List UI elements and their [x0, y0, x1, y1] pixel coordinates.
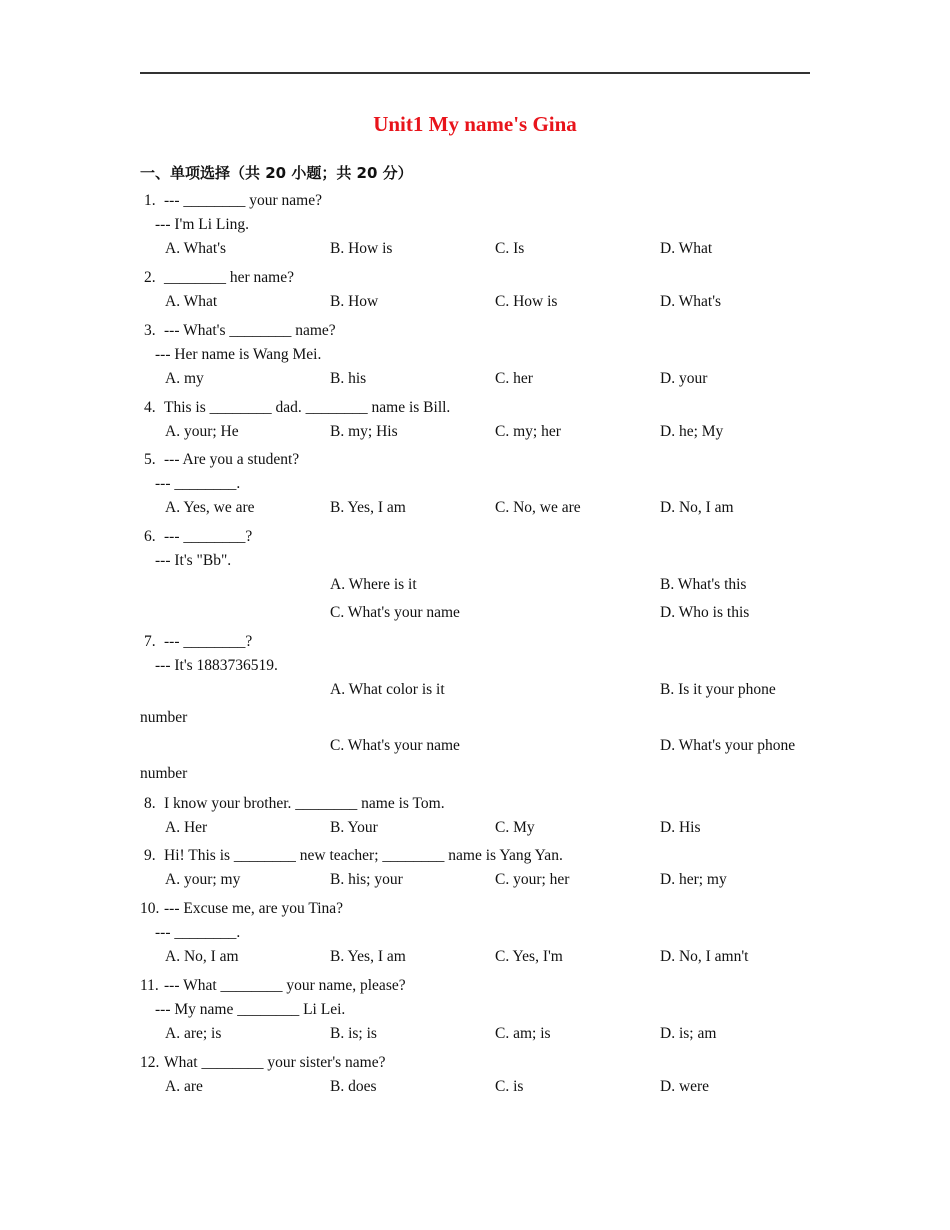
option-a[interactable]: A. Her	[165, 819, 208, 836]
option-c[interactable]: C. What's your name	[330, 604, 460, 621]
question-9	[140, 844, 820, 892]
option-b[interactable]: B. How	[330, 293, 379, 310]
question-8	[140, 792, 820, 840]
question-3	[140, 319, 820, 391]
option-b[interactable]: B. What's this	[660, 576, 747, 593]
option-b[interactable]: B. my; His	[330, 423, 398, 440]
question-1	[140, 189, 820, 261]
option-continuation: number	[140, 765, 188, 782]
question-number: 6.	[144, 528, 156, 545]
question-number: 10.	[140, 900, 160, 917]
question-7	[140, 630, 820, 786]
option-a[interactable]: A. No, I am	[165, 948, 239, 965]
option-continuation: number	[140, 709, 188, 726]
question-4	[140, 396, 820, 444]
question-response: --- I'm Li Ling.	[155, 216, 250, 233]
question-stem: --- ________?	[164, 633, 253, 650]
option-a[interactable]: A. your; my	[165, 871, 241, 888]
option-c[interactable]: C. her	[495, 370, 533, 387]
section-heading: 一、单项选择（共 20 小题；共 20 分）	[140, 164, 413, 182]
question-stem: --- Excuse me, are you Tina?	[164, 900, 344, 917]
question-stem: What ________ your sister's name?	[164, 1054, 386, 1071]
option-d[interactable]: D. he; My	[660, 423, 724, 440]
question-response: --- It's 1883736519.	[155, 657, 278, 674]
question-stem: --- ________?	[164, 528, 253, 545]
question-stem: --- What ________ your name, please?	[164, 977, 406, 994]
question-stem: ________ her name?	[164, 269, 294, 286]
option-c[interactable]: C. am; is	[495, 1025, 551, 1042]
option-c[interactable]: C. How is	[495, 293, 558, 310]
option-d[interactable]: D. your	[660, 370, 708, 387]
option-b[interactable]: B. does	[330, 1078, 377, 1095]
question-stem: --- Are you a student?	[164, 451, 300, 468]
question-stem: --- ________ your name?	[164, 192, 322, 209]
question-5	[140, 448, 820, 520]
question-number: 3.	[144, 322, 156, 339]
option-b[interactable]: B. Yes, I am	[330, 948, 406, 965]
question-number: 7.	[144, 633, 156, 650]
option-c[interactable]: C. your; her	[495, 871, 570, 888]
option-a[interactable]: A. are	[165, 1078, 203, 1095]
question-2	[140, 266, 820, 314]
option-d[interactable]: D. is; am	[660, 1025, 717, 1042]
question-stem: This is ________ dad. ________ name is Bill.	[164, 399, 451, 416]
header-rule	[140, 72, 810, 74]
option-d[interactable]: D. her; my	[660, 871, 727, 888]
question-number: 11.	[140, 977, 159, 994]
option-c[interactable]: C. What's your name	[330, 737, 460, 754]
option-d[interactable]: D. No, I amn't	[660, 948, 749, 965]
option-a[interactable]: A. What's	[165, 240, 227, 257]
question-number: 12.	[140, 1054, 160, 1071]
option-d[interactable]: D. What	[660, 240, 713, 257]
option-b[interactable]: B. his; your	[330, 871, 403, 888]
option-a[interactable]: A. your; He	[165, 423, 239, 440]
option-a[interactable]: A. Yes, we are	[165, 499, 255, 516]
option-d[interactable]: D. were	[660, 1078, 710, 1095]
option-a[interactable]: A. my	[165, 370, 204, 387]
question-response: --- ________.	[155, 475, 241, 492]
option-a[interactable]: A. are; is	[165, 1025, 222, 1042]
question-number: 4.	[144, 399, 156, 416]
option-b[interactable]: B. Your	[330, 819, 378, 836]
option-d[interactable]: D. Who is this	[660, 604, 750, 621]
question-6	[140, 525, 820, 625]
question-response: --- Her name is Wang Mei.	[155, 346, 322, 363]
option-d[interactable]: D. What's your phone	[660, 737, 796, 754]
option-d[interactable]: D. What's	[660, 293, 722, 310]
option-b[interactable]: B. Is it your phone	[660, 681, 776, 698]
question-10	[140, 897, 820, 969]
option-d[interactable]: D. His	[660, 819, 701, 836]
option-b[interactable]: B. Yes, I am	[330, 499, 406, 516]
question-number: 9.	[144, 847, 156, 864]
page-title: Unit1 My name's Gina	[373, 112, 577, 136]
question-response: --- My name ________ Li Lei.	[155, 1001, 346, 1018]
option-c[interactable]: C. Yes, I'm	[495, 948, 563, 965]
option-c[interactable]: C. is	[495, 1078, 524, 1095]
question-number: 5.	[144, 451, 156, 468]
question-stem: Hi! This is ________ new teacher; ________ name is Yang Yan.	[164, 847, 563, 864]
option-c[interactable]: C. my; her	[495, 423, 561, 440]
option-c[interactable]: C. Is	[495, 240, 525, 257]
question-stem: --- What's ________ name?	[164, 322, 336, 339]
option-b[interactable]: B. is; is	[330, 1025, 377, 1042]
question-stem: I know your brother. ________ name is Tom.	[164, 795, 445, 812]
option-b[interactable]: B. his	[330, 370, 367, 387]
option-a[interactable]: A. Where is it	[330, 576, 417, 593]
question-number: 1.	[144, 192, 156, 209]
option-d[interactable]: D. No, I am	[660, 499, 734, 516]
option-c[interactable]: C. No, we are	[495, 499, 581, 516]
question-response: --- It's "Bb".	[155, 552, 232, 569]
question-12	[140, 1051, 820, 1099]
question-11	[140, 974, 820, 1046]
option-b[interactable]: B. How is	[330, 240, 393, 257]
option-a[interactable]: A. What	[165, 293, 218, 310]
option-a[interactable]: A. What color is it	[330, 681, 445, 698]
option-c[interactable]: C. My	[495, 819, 535, 836]
question-response: --- ________.	[155, 924, 241, 941]
question-number: 2.	[144, 269, 156, 286]
question-number: 8.	[144, 795, 156, 812]
